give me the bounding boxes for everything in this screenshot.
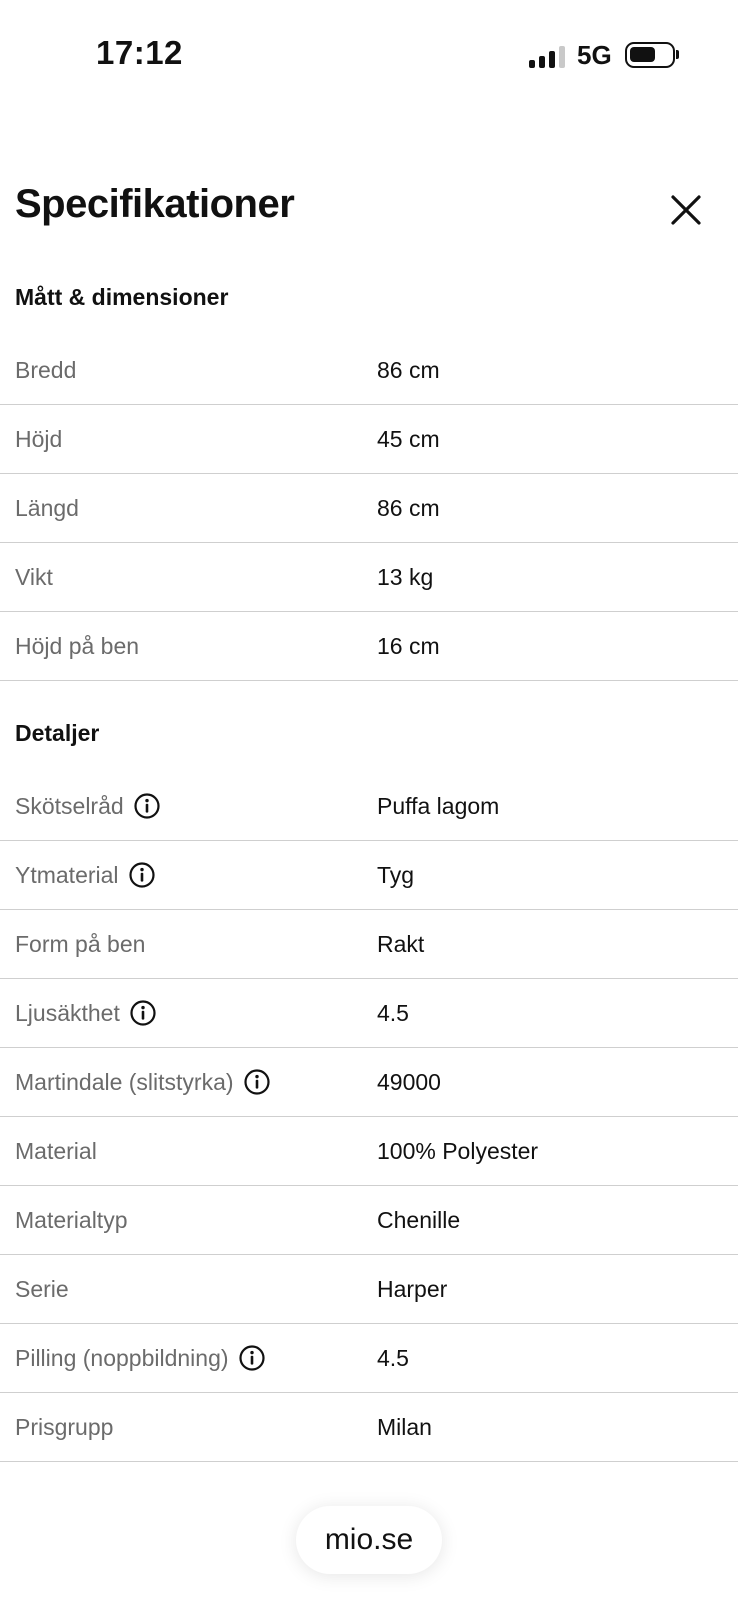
spec-row	[0, 910, 738, 979]
spec-label-text: Höjd på ben	[15, 632, 140, 659]
spec-value: 49000	[377, 1068, 441, 1095]
details-list	[0, 772, 738, 1462]
spec-label	[15, 999, 157, 1027]
close-icon	[664, 188, 708, 232]
url-domain: mio.se	[324, 1523, 414, 1556]
spec-value: 45 cm	[377, 425, 440, 452]
spec-row	[0, 612, 738, 681]
spec-label-text: Skötselråd	[15, 792, 124, 819]
spec-value: Milan	[377, 1413, 432, 1440]
info-icon[interactable]	[133, 792, 161, 820]
close-button[interactable]	[664, 188, 708, 232]
spec-row	[0, 1393, 738, 1462]
spec-label-text: Vikt	[15, 563, 53, 590]
spec-row	[0, 1048, 738, 1117]
spec-value: Rakt	[377, 930, 425, 957]
spec-label-text: Materialtyp	[15, 1206, 128, 1233]
spec-label	[15, 1344, 266, 1372]
spec-label	[15, 564, 53, 591]
spec-row	[0, 543, 738, 612]
battery-cap	[676, 50, 679, 59]
spec-label-text: Höjd	[15, 425, 63, 452]
spec-label	[15, 1138, 97, 1165]
spec-value: 4.5	[377, 999, 409, 1026]
section-title-dimensions: Mått & dimensioner	[15, 284, 229, 310]
spec-label	[15, 1207, 127, 1234]
spec-label	[15, 426, 62, 453]
section-title-details: Detaljer	[15, 720, 100, 746]
spec-row	[0, 405, 738, 474]
spec-row	[0, 1324, 738, 1393]
spec-value: Chenille	[377, 1206, 461, 1233]
dimensions-list	[0, 336, 738, 681]
spec-value: 86 cm	[377, 494, 440, 521]
spec-row	[0, 1255, 738, 1324]
info-icon[interactable]	[128, 861, 156, 889]
spec-label	[15, 792, 161, 820]
spec-label	[15, 357, 76, 384]
spec-label	[15, 1414, 113, 1441]
signal-icon	[529, 44, 565, 68]
spec-label-text: Bredd	[15, 356, 77, 383]
battery-icon	[625, 42, 675, 68]
spec-label-text: Material	[15, 1137, 97, 1164]
page-title: Specifikationer	[15, 182, 295, 226]
spec-value: Puffa lagom	[377, 792, 500, 819]
spec-label-text: Martindale (slitstyrka)	[15, 1068, 234, 1095]
url-bar[interactable]	[296, 1506, 442, 1574]
spec-label-text: Prisgrupp	[15, 1413, 114, 1440]
spec-label-text: Form på ben	[15, 930, 146, 957]
spec-label-text: Pilling (noppbildning)	[15, 1344, 229, 1371]
spec-value: 86 cm	[377, 356, 440, 383]
sheet-header	[0, 170, 738, 250]
spec-row	[0, 841, 738, 910]
spec-value: Harper	[377, 1275, 448, 1302]
spec-row	[0, 1117, 738, 1186]
spec-value: 4.5	[377, 1344, 409, 1371]
spec-label-text: Serie	[15, 1275, 69, 1302]
spec-row	[0, 979, 738, 1048]
info-icon[interactable]	[129, 999, 157, 1027]
spec-label	[15, 1276, 69, 1303]
spec-label	[15, 495, 79, 522]
spec-row	[0, 772, 738, 841]
spec-row	[0, 336, 738, 405]
spec-label	[15, 931, 145, 958]
status-bar	[0, 0, 738, 110]
spec-label	[15, 633, 139, 660]
spec-value: 100% Polyester	[377, 1137, 539, 1164]
spec-label-text: Ljusäkthet	[15, 999, 120, 1026]
info-icon[interactable]	[243, 1068, 271, 1096]
status-time: 17:12	[96, 34, 183, 71]
spec-row	[0, 474, 738, 543]
spec-value: 16 cm	[377, 632, 440, 659]
spec-label	[15, 1068, 271, 1096]
network-type: 5G	[577, 40, 612, 70]
spec-label	[15, 861, 156, 889]
spec-label-text: Längd	[15, 494, 79, 521]
spec-value: 13 kg	[377, 563, 434, 590]
spec-value: Tyg	[377, 861, 415, 888]
info-icon[interactable]	[238, 1344, 266, 1372]
spec-label-text: Ytmaterial	[15, 861, 119, 888]
spec-row	[0, 1186, 738, 1255]
